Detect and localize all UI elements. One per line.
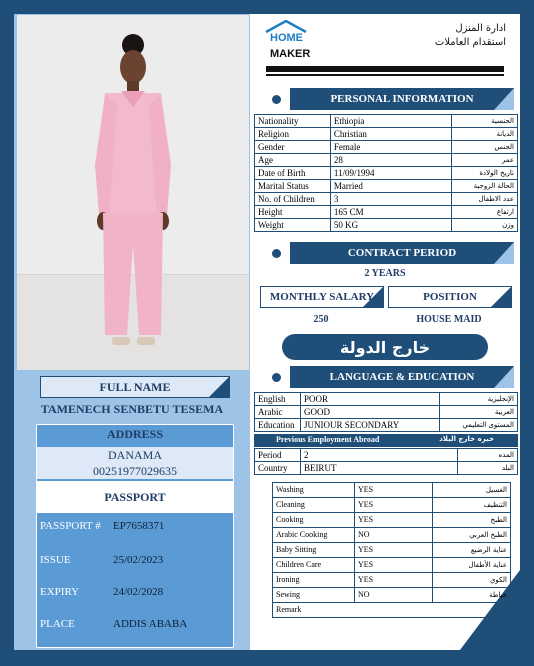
- language-table: [254, 392, 518, 432]
- table-row: Cooking YES الطبخ: [273, 513, 511, 528]
- previous-employment-header: Previous Employment Abroad خبره خارج البلاد: [254, 434, 518, 447]
- candidate-photo: [17, 15, 249, 370]
- section-contract-period: CONTRACT PERIOD: [290, 242, 514, 264]
- address-label: ADDRESS: [106, 427, 163, 441]
- address-line-2: 00251977029635: [37, 463, 233, 479]
- right-panel: [250, 14, 520, 650]
- table-row: Weight 50 KG وزن: [255, 219, 518, 232]
- contract-period-value: 2 YEARS: [364, 268, 406, 279]
- table-row: Date of Birth 11/09/1994 تاريخ الولادة: [255, 167, 518, 180]
- header-rule: [266, 66, 504, 72]
- table-row: English POOR الإنجليزية: [255, 393, 518, 406]
- passport-row: PASSPORT # EP7658371: [40, 520, 165, 532]
- table-row: Religion Christian الديانة: [255, 128, 518, 141]
- arabic-heading: ادارة المنزل استقدام العاملات: [434, 23, 506, 48]
- full-name-value: TAMENECH SENBETU TESEMA: [40, 402, 224, 416]
- bullet-icon: [272, 249, 281, 258]
- passport-row: EXPIRY 24/02/2028: [40, 586, 164, 598]
- previous-employment-table: [254, 448, 518, 475]
- remark-label: Remark: [273, 603, 355, 618]
- address-line-1: DANAMA: [37, 447, 233, 463]
- monthly-salary-label: MONTHLY SALARY: [260, 286, 384, 308]
- table-row: Education JUNIOUR SECONDARY المستوى التعليمي: [255, 419, 518, 432]
- table-row: Nationality Ethiopia الجنسية: [255, 115, 518, 128]
- table-row: Sewing NO خياطة: [273, 588, 511, 603]
- table-row: Children Care YES عناية الأطفال: [273, 558, 511, 573]
- table-row: [273, 603, 511, 618]
- header-rule-thin: [266, 74, 504, 76]
- company-logo: HOME MAKER: [258, 18, 328, 70]
- table-row: Period 2 المده: [255, 449, 518, 462]
- address-passport-box: [36, 424, 234, 648]
- bullet-icon: [272, 95, 281, 104]
- table-row: No. of Children 3 عدد الاطفال: [255, 193, 518, 206]
- table-row: Marital Status Married الحالة الزوجية: [255, 180, 518, 193]
- table-row: Arabic Cooking NO الطبخ العربي: [273, 528, 511, 543]
- section-personal-info: PERSONAL INFORMATION: [290, 88, 514, 110]
- table-row: Washing YES الغسيل: [273, 483, 511, 498]
- position-value: HOUSE MAID: [416, 314, 482, 325]
- table-row: Height 165 CM ارتفاع: [255, 206, 518, 219]
- bullet-icon: [272, 373, 281, 382]
- full-name-label: FULL NAME: [40, 376, 230, 398]
- table-row: Age 28 عمر: [255, 154, 518, 167]
- skills-table: [272, 482, 511, 618]
- passport-row: ISSUE 25/02/2023: [40, 554, 164, 566]
- table-row: Baby Sitting YES عناية الرضيع: [273, 543, 511, 558]
- passport-label: PASSPORT: [37, 481, 233, 513]
- passport-row: PLACE ADDIS ABABA: [40, 618, 188, 630]
- location-badge: خارج الدولة: [282, 334, 488, 360]
- table-row: Ironing YES الكوي: [273, 573, 511, 588]
- table-row: Country BEIRUT البلد: [255, 462, 518, 475]
- personal-info-table: [254, 114, 518, 232]
- table-row: Arabic GOOD العربية: [255, 406, 518, 419]
- section-language-education: LANGUAGE & EDUCATION: [290, 366, 514, 388]
- position-label: POSITION: [388, 286, 512, 308]
- table-row: Cleaning YES التنظيف: [273, 498, 511, 513]
- table-row: Gender Female الجنس: [255, 141, 518, 154]
- monthly-salary-value: 250: [313, 314, 329, 325]
